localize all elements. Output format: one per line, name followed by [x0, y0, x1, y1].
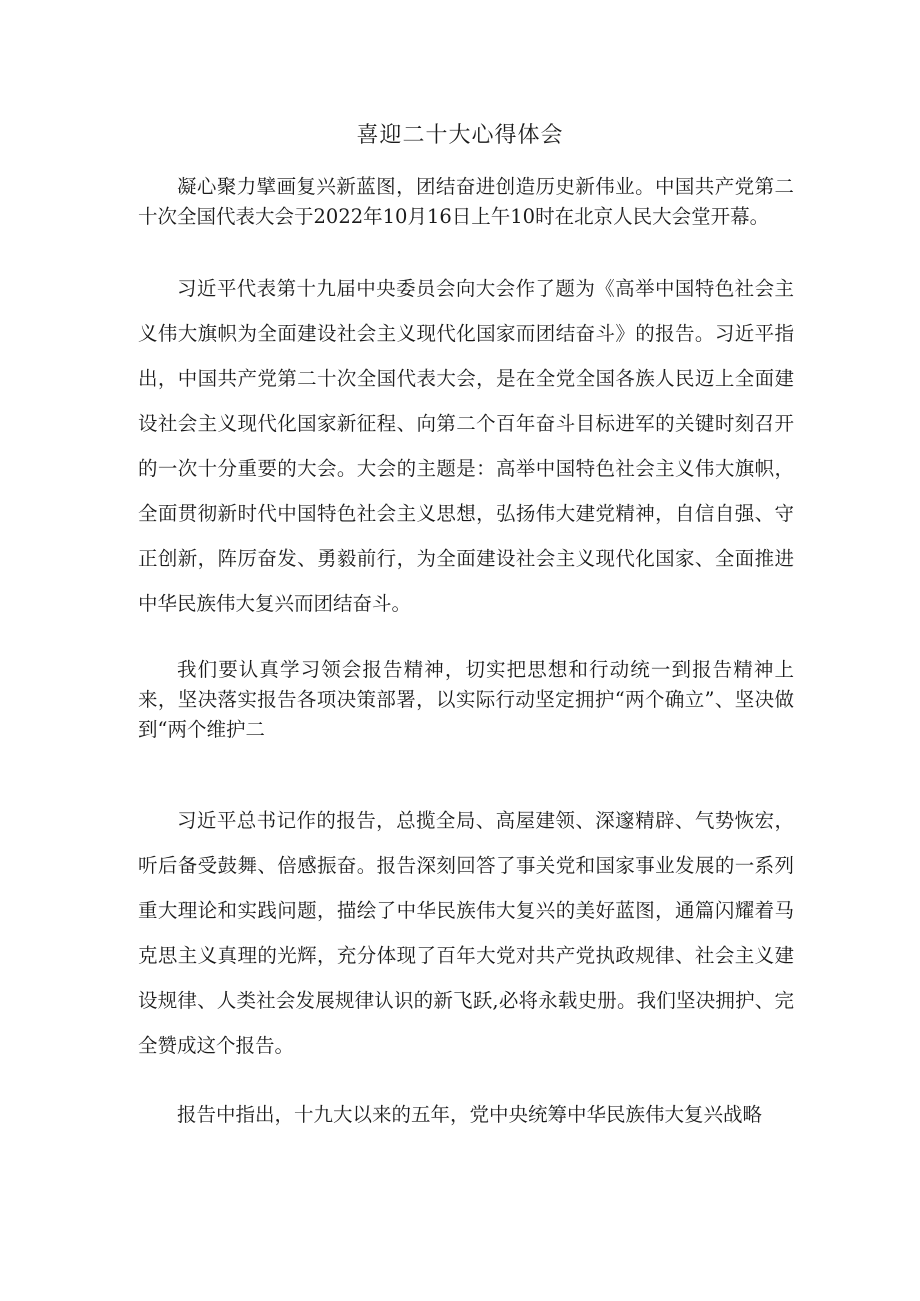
document-title: 喜迎二十大心得体会 — [356, 123, 564, 148]
paragraph-2: 习近平代表第十九届中央委员会向大会作了题为《高举中国特色社会主义伟大旗帜为全面建设社会主义现代化国家而团结奋斗》的报告。习近平指出，中国共产党第二十次全国代表大会，是在全党全国各族人民迈上全面建设社会主义现代化国家新征程、向第二个百年奋斗目标进军的关键时刻召开的一次十分重要的大会。大会的主题是：高举中国特色社会主义伟大旗帜，全面贯彻新时代中国特色社会主义思想，弘扬伟大建党精神，自信自强、守正创新，阵厉奋发、勇毅前行，为全面建设社会主义现代化国家、全面推进中华民族伟大复兴而团结奋斗。 — [138, 277, 794, 615]
paragraph-3: 我们要认真学习领会报告精神，切实把思想和行动统一到报告精神上来，坚决落实报告各项决策部署，以实际行动坚定拥护“两个确立”、坚决做到“两个维护二 — [138, 658, 794, 741]
paragraph-4: 习近平总书记作的报告，总揽全局、高屋建领、深邃精辟、气势恢宏，听后备受鼓舞、倍感振奋。报告深刻回答了事关党和国家事业发展的一系列重大理论和实践问题，描绘了中华民族伟大复兴的美好蓝图，通篇闪耀着马克思主义真理的光辉，充分体现了百年大党对共产党执政规律、社会主义建设规律、人类社会发展规律认识的新飞跃,必将永载史册。我们坚决拥护、完全赞成这个报告。 — [138, 809, 794, 1057]
paragraph-1: 凝心聚力擘画复兴新蓝图，团结奋进创造历史新伟业。中国共产党第二十次全国代表大会于2022年10月16日上午10时在北京人民大会堂开幕。 — [138, 175, 794, 228]
paragraph-5: 报告中指出，十九大以来的五年，党中央统筹中华民族伟大复兴战略 — [177, 1103, 763, 1126]
